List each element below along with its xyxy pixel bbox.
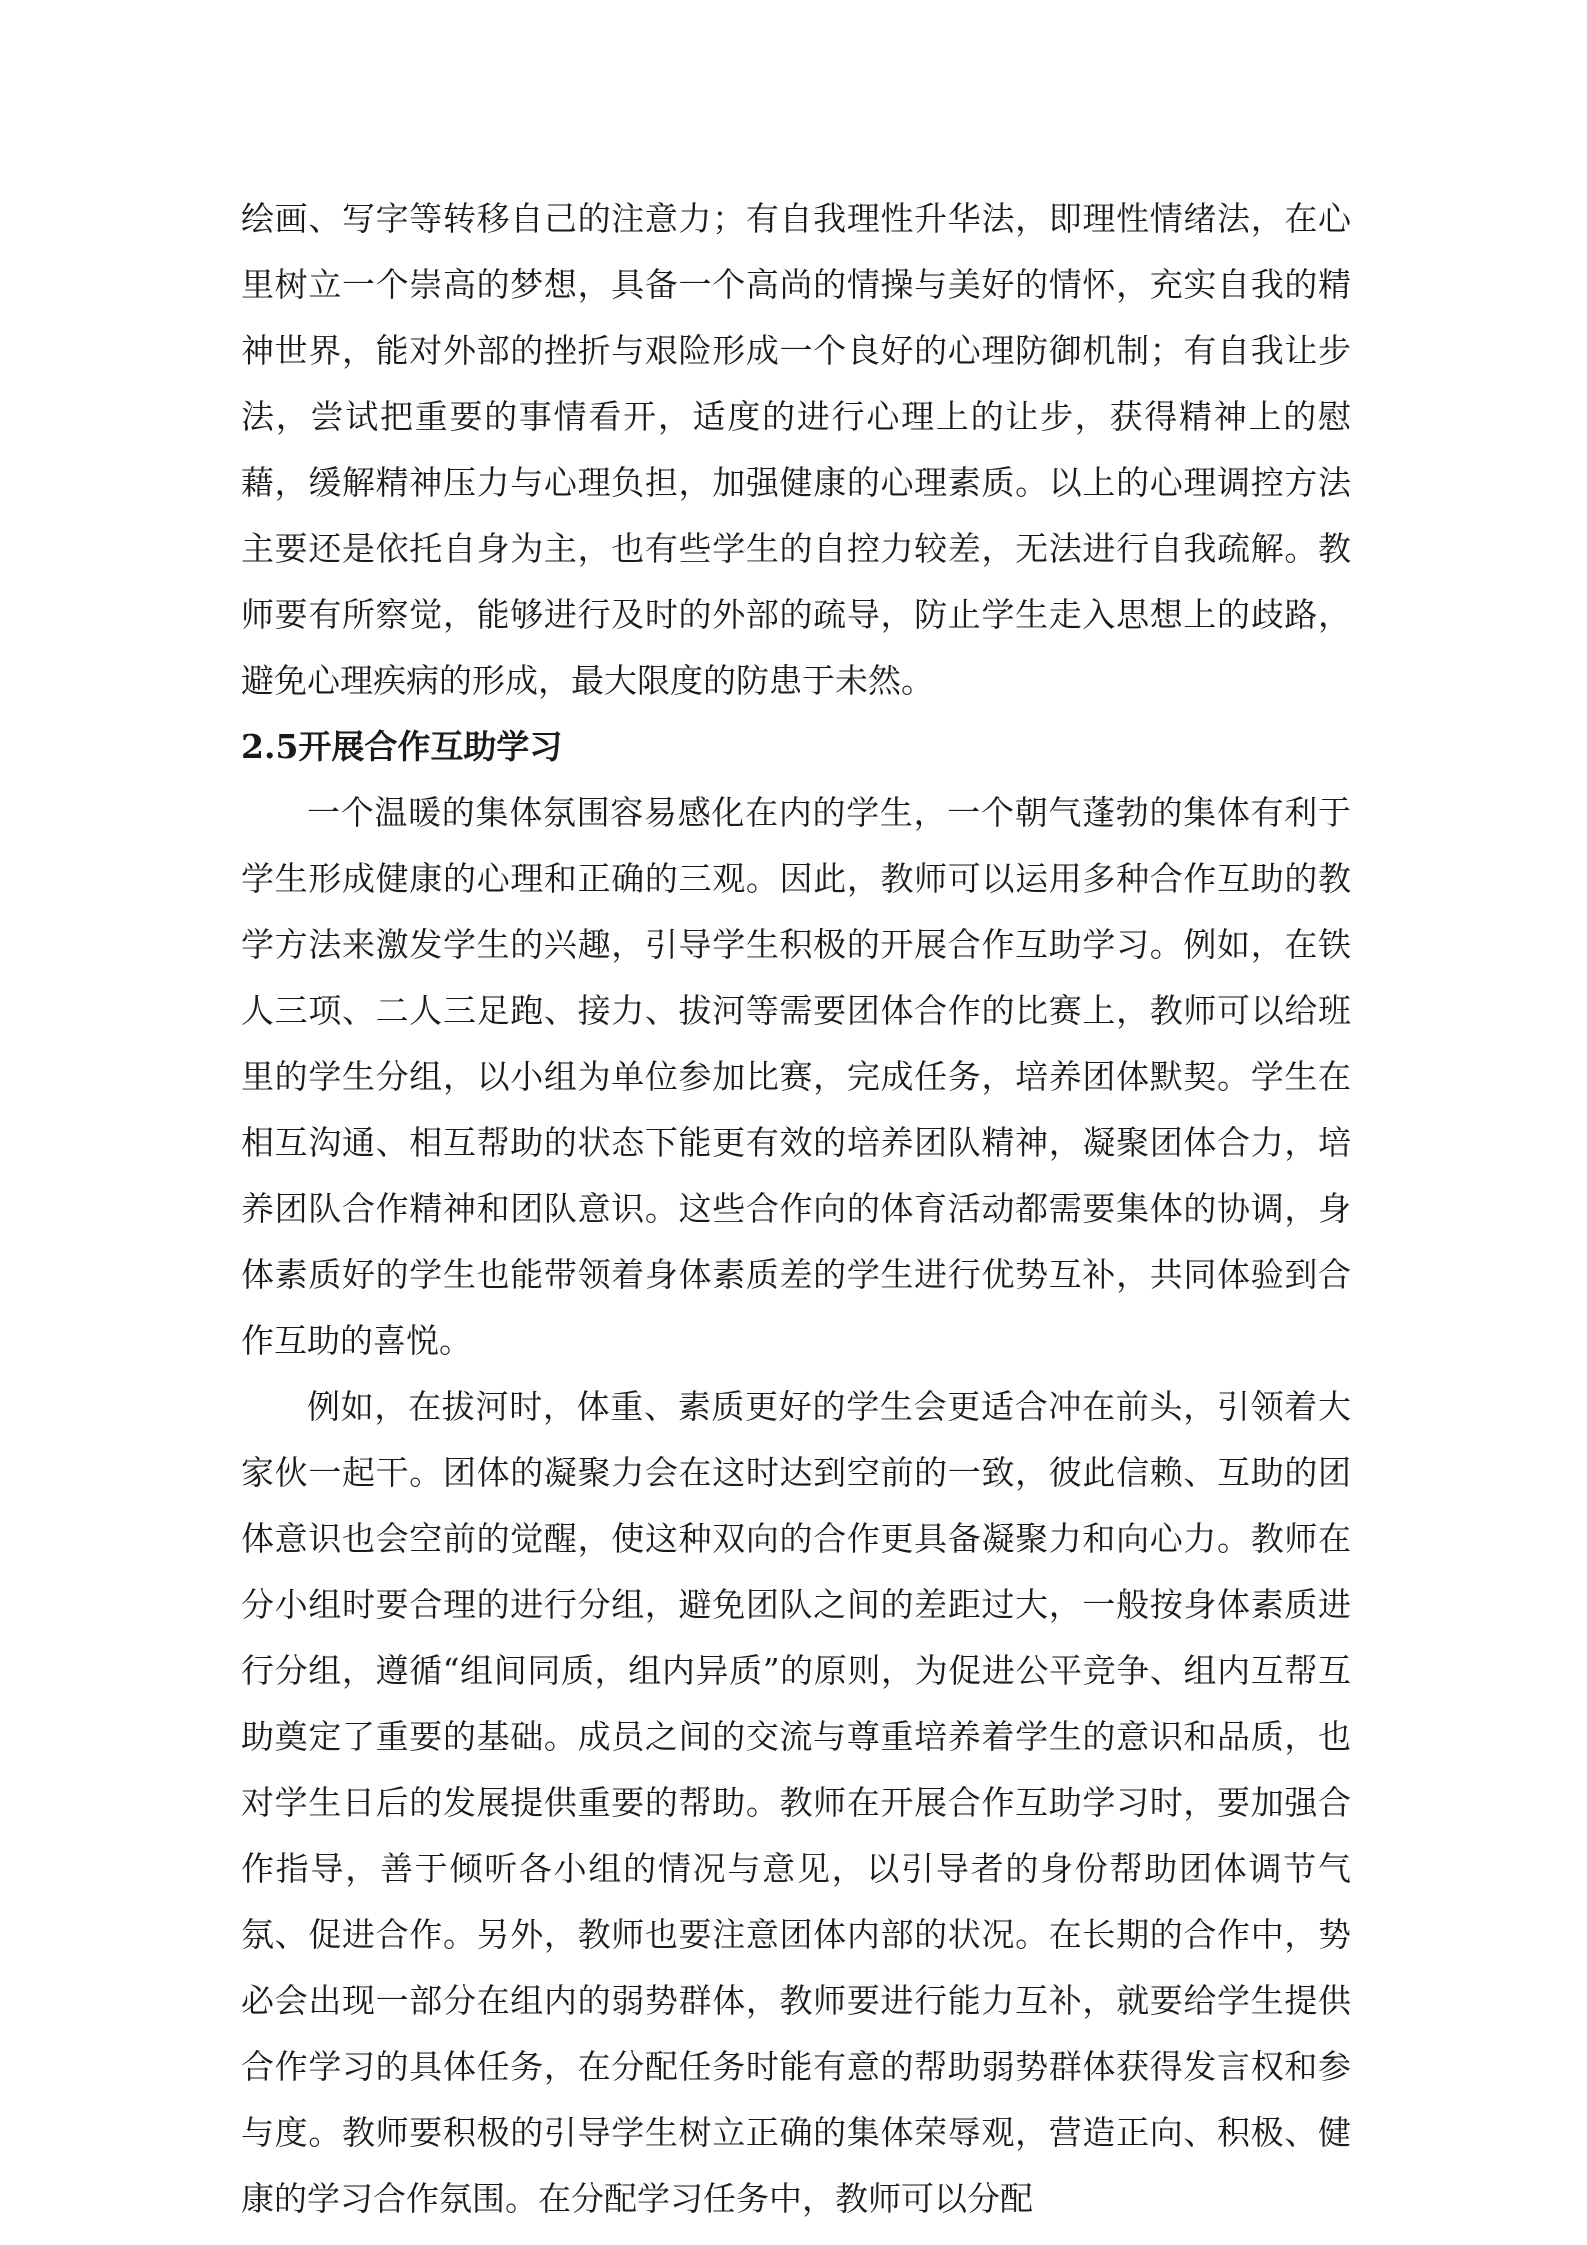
paragraph-tug-of-war-example: 例如，在拔河时，体重、素质更好的学生会更适合冲在前头，引领着大家伙一起干。团体的凝聚力会在这时达到空前的一致，彼此信赖、互助的团体意识也会空前的觉醒，使这种双向的合作更具备凝聚力和向心力。教师在分小组时要合理的进行分组，避免团队之间的差距过大，一般按身体素质进行分组，遵循“组间同质，组内异质”的原则，为促进公平竞争、组内互帮互助奠定了重要的基础。成员之间的交流与尊重培养着学生的意识和品质，也对学生日后的发展提供重要的帮助。教师在开展合作互助学习时，要加强合作指导，善于倾听各小组的情况与意见，以引导者的身份帮助团体调节气氛、促进合作。另外，教师也要注意团体内部的状况。在长期的合作中，势必会出现一部分在组内的弱势群体，教师要进行能力互补，就要给学生提供合作学习的具体任务，在分配任务时能有意的帮助弱势群体获得发言权和参与度。教师要积极的引导学生树立正确的集体荣辱观，营造正向、积极、健康的学习合作氛围。在分配学习任务中，教师可以分配 [241, 1387, 1351, 2218]
document-page [241, 186, 1351, 2232]
section-heading: 2.5开展合作互助学习 [241, 727, 563, 766]
paragraph-cooperative-learning: 一个温暖的集体氛围容易感化在内的学生，一个朝气蓬勃的集体有利于学生形成健康的心理和正确的三观。因此，教师可以运用多种合作互助的教学方法来激发学生的兴趣，引导学生积极的开展合作互助学习。例如，在铁人三项、二人三足跑、接力、拔河等需要团体合作的比赛上，教师可以给班里的学生分组，以小组为单位参加比赛，完成任务，培养团体默契。学生在相互沟通、相互帮助的状态下能更有效的培养团队精神，凝聚团体合力，培养团队合作精神和团队意识。这些合作向的体育活动都需要集体的协调，身体素质好的学生也能带领着身体素质差的学生进行优势互补，共同体验到合作互助的喜悦。 [241, 793, 1351, 1360]
paragraph-continued: 绘画、写字等转移自己的注意力；有自我理性升华法，即理性情绪法，在心里树立一个崇高的梦想，具备一个高尚的情操与美好的情怀，充实自我的精神世界，能对外部的挫折与艰险形成一个良好的心理防御机制；有自我让步法，尝试把重要的事情看开，适度的进行心理上的让步，获得精神上的慰藉，缓解精神压力与心理负担，加强健康的心理素质。以上的心理调控方法主要还是依托自身为主，也有些学生的自控力较差，无法进行自我疏解。教师要有所察觉，能够进行及时的外部的疏导，防止学生走入思想上的歧路，避免心理疾病的形成，最大限度的防患于未然。 [241, 199, 1351, 700]
